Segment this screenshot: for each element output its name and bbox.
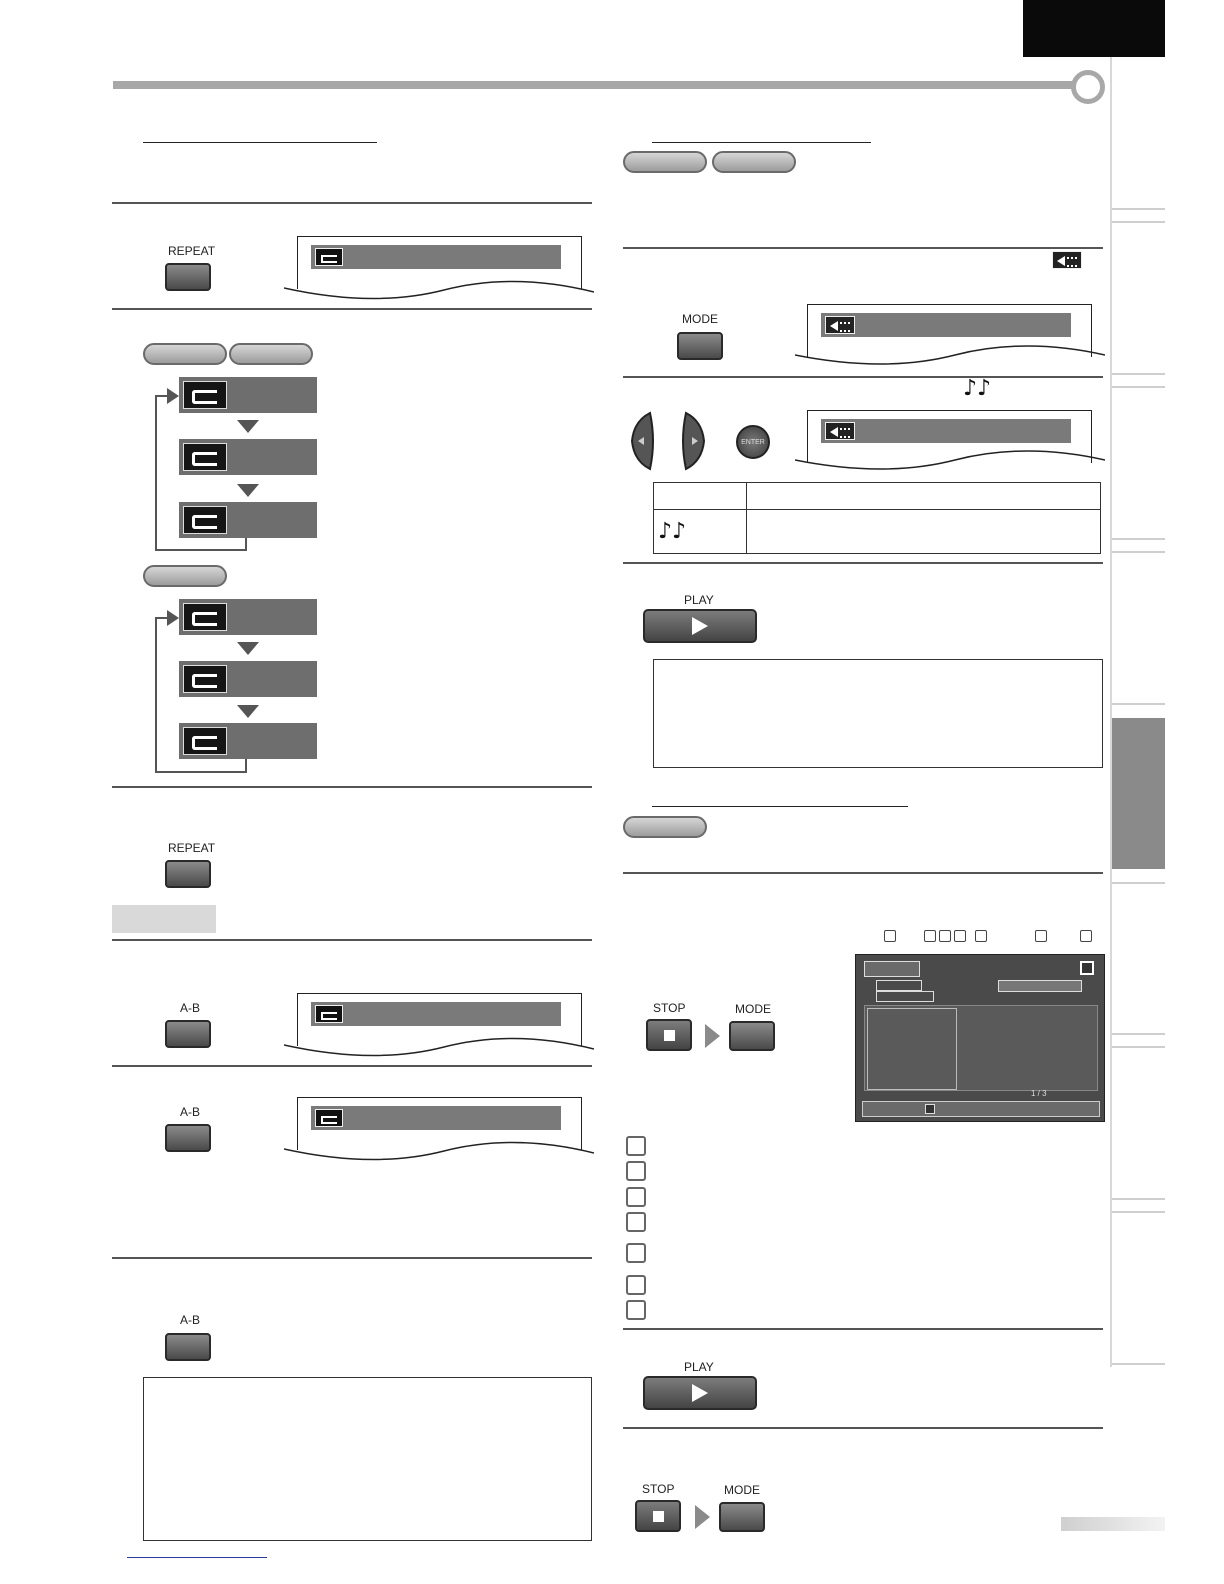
side-tab-separator — [1112, 882, 1165, 884]
next-step-arrow-icon — [705, 1024, 720, 1048]
side-tab-separator — [1112, 373, 1165, 375]
side-tab-separator — [1112, 1198, 1165, 1200]
left-arrow-icon[interactable] — [630, 411, 658, 471]
loop-line — [155, 771, 247, 773]
screen-curve — [284, 1139, 594, 1163]
step-divider — [112, 1065, 592, 1067]
file-name-field — [876, 991, 934, 1002]
speaker-icon — [1052, 251, 1082, 269]
loop-line — [245, 759, 247, 772]
repeat-icon — [315, 248, 343, 266]
folder-name-field — [876, 980, 922, 991]
step-divider — [112, 1257, 592, 1259]
mode-button[interactable] — [729, 1021, 775, 1051]
disc-type-pill — [143, 565, 227, 587]
enter-button[interactable]: ENTER — [736, 425, 770, 459]
disc-type-pill — [623, 816, 707, 838]
callout-legend-box — [626, 1212, 646, 1232]
repeat-icon — [315, 1005, 343, 1023]
header-ring — [1071, 70, 1105, 104]
play-label: PLAY — [684, 593, 714, 607]
osd-bar — [821, 419, 1071, 443]
side-tab-separator — [1112, 1033, 1165, 1035]
stop-button[interactable] — [635, 1500, 681, 1532]
callout-marker — [924, 930, 936, 942]
stop-icon — [925, 1104, 935, 1114]
side-tab-separator — [1112, 386, 1165, 388]
callout-marker — [884, 930, 896, 942]
ab-label: A-B — [180, 1313, 201, 1327]
callout-legend-box — [626, 1136, 646, 1156]
side-index-line — [1110, 57, 1112, 1367]
repeat-icon — [315, 1109, 343, 1127]
callout-legend-box — [626, 1300, 646, 1320]
stop-label: STOP — [642, 1482, 675, 1496]
step-divider — [623, 872, 1103, 874]
repeat-label: REPEAT — [168, 841, 216, 855]
play-icon — [692, 1384, 708, 1402]
play-icon — [692, 617, 708, 635]
play-button[interactable] — [643, 609, 757, 643]
down-arrow-icon — [237, 642, 259, 655]
repeat-button[interactable] — [165, 263, 211, 291]
step-divider — [623, 247, 1103, 249]
loop-line — [245, 538, 247, 551]
down-arrow-icon — [237, 484, 259, 497]
loop-line — [155, 549, 247, 551]
callout-legend-box — [626, 1243, 646, 1263]
callout-marker — [1080, 930, 1092, 942]
repeat-icon — [183, 443, 227, 471]
mode-table — [653, 482, 1101, 554]
stop-status-icon — [1080, 961, 1094, 975]
down-arrow-icon — [237, 420, 259, 433]
page-number-tab — [1061, 1517, 1165, 1531]
loop-arrow-icon — [167, 388, 179, 404]
repeat-icon — [183, 603, 227, 631]
header-rule — [113, 81, 1075, 89]
disc-type-pill — [712, 151, 796, 173]
step-divider — [112, 786, 592, 788]
note-box — [143, 1377, 592, 1541]
repeat-option-box — [179, 599, 317, 635]
side-tab-separator — [1112, 703, 1165, 705]
mode-button[interactable] — [677, 332, 723, 360]
osd-bar — [821, 313, 1071, 337]
callout-marker — [1035, 930, 1047, 942]
step-divider — [112, 202, 592, 204]
mode-label: MODE — [724, 1483, 760, 1497]
ab-label: A-B — [180, 1001, 201, 1015]
disc-type-pill — [229, 343, 313, 365]
page-counter: 1 / 3 — [1031, 1089, 1047, 1098]
note-box — [653, 659, 1103, 768]
repeat-label: REPEAT — [168, 244, 216, 258]
loop-line — [155, 395, 157, 551]
screen-curve — [795, 448, 1105, 472]
section-title-underline — [143, 142, 377, 143]
callout-legend-box — [626, 1161, 646, 1181]
mode-button[interactable] — [719, 1502, 765, 1532]
loop-arrow-icon — [167, 610, 179, 626]
stop-icon — [653, 1511, 664, 1522]
side-tab-separator — [1112, 1046, 1165, 1048]
disc-type-pill — [623, 151, 707, 173]
callout-marker — [975, 930, 987, 942]
side-tab-separator — [1112, 538, 1165, 540]
side-tab-separator — [1112, 551, 1165, 553]
side-tab-separator — [1112, 1211, 1165, 1213]
ab-button[interactable] — [165, 1333, 211, 1361]
footer-link-underline — [127, 1557, 267, 1558]
repeat-option-box — [179, 723, 317, 759]
step-divider — [623, 376, 1103, 378]
repeat-option-box — [179, 502, 317, 538]
down-arrow-icon — [237, 705, 259, 718]
repeat-button[interactable] — [165, 860, 211, 888]
repeat-option-box — [179, 377, 317, 413]
side-tab-separator — [1112, 208, 1165, 210]
info-field — [998, 980, 1082, 992]
section-title-underline — [652, 806, 908, 807]
repeat-option-box — [179, 661, 317, 697]
file-list-screen — [855, 954, 1105, 1122]
subsection-label — [112, 905, 216, 933]
screen-curve — [795, 343, 1105, 367]
callout-legend-box — [626, 1275, 646, 1295]
screen-curve — [284, 1035, 594, 1059]
music-note-icon: ♪♪ — [963, 376, 992, 401]
play-label: PLAY — [684, 1360, 714, 1374]
stop-button[interactable] — [646, 1019, 692, 1051]
ab-button[interactable] — [165, 1124, 211, 1152]
stop-label: STOP — [653, 1001, 686, 1015]
callout-legend-box — [626, 1187, 646, 1207]
screen-curve — [284, 278, 594, 302]
ab-button[interactable] — [165, 1020, 211, 1048]
callout-marker — [954, 930, 966, 942]
side-tab-separator — [1112, 221, 1165, 223]
step-divider — [112, 939, 592, 941]
step-divider — [623, 562, 1103, 564]
right-arrow-icon[interactable] — [678, 411, 706, 471]
repeat-icon — [183, 665, 227, 693]
repeat-icon — [183, 381, 227, 409]
status-bar — [862, 1101, 1100, 1117]
repeat-option-box — [179, 439, 317, 475]
loop-line — [155, 617, 157, 773]
repeat-icon — [183, 506, 227, 534]
mode-table-cell — [747, 510, 1101, 554]
mode-label: MODE — [735, 1002, 771, 1016]
step-divider — [623, 1427, 1103, 1429]
file-list-selection[interactable] — [867, 1008, 957, 1090]
chapter-tab-black — [1023, 0, 1165, 57]
speaker-icon — [825, 316, 855, 334]
file-list-pane[interactable] — [864, 1005, 1098, 1091]
side-tab-active[interactable] — [1112, 718, 1165, 869]
next-step-arrow-icon — [695, 1505, 710, 1529]
osd-bar — [311, 1002, 561, 1026]
screen-header-icon — [864, 961, 920, 977]
stop-icon — [664, 1030, 675, 1041]
ab-label: A-B — [180, 1105, 201, 1119]
mode-table-cell — [747, 483, 1101, 510]
mode-label: MODE — [682, 312, 718, 326]
osd-bar — [311, 245, 561, 269]
speaker-icon — [825, 422, 855, 440]
mode-table-cell — [654, 510, 747, 554]
play-button[interactable] — [643, 1376, 757, 1410]
section-title-underline — [652, 142, 871, 143]
mode-table-cell — [654, 483, 747, 510]
music-note-icon: ♪♪ — [658, 519, 687, 544]
osd-bar — [311, 1106, 561, 1130]
callout-marker — [939, 930, 951, 942]
step-divider — [623, 1328, 1103, 1330]
disc-type-pill — [143, 343, 227, 365]
step-divider — [112, 308, 592, 310]
side-tab-separator — [1112, 1363, 1165, 1365]
repeat-icon — [183, 727, 227, 755]
